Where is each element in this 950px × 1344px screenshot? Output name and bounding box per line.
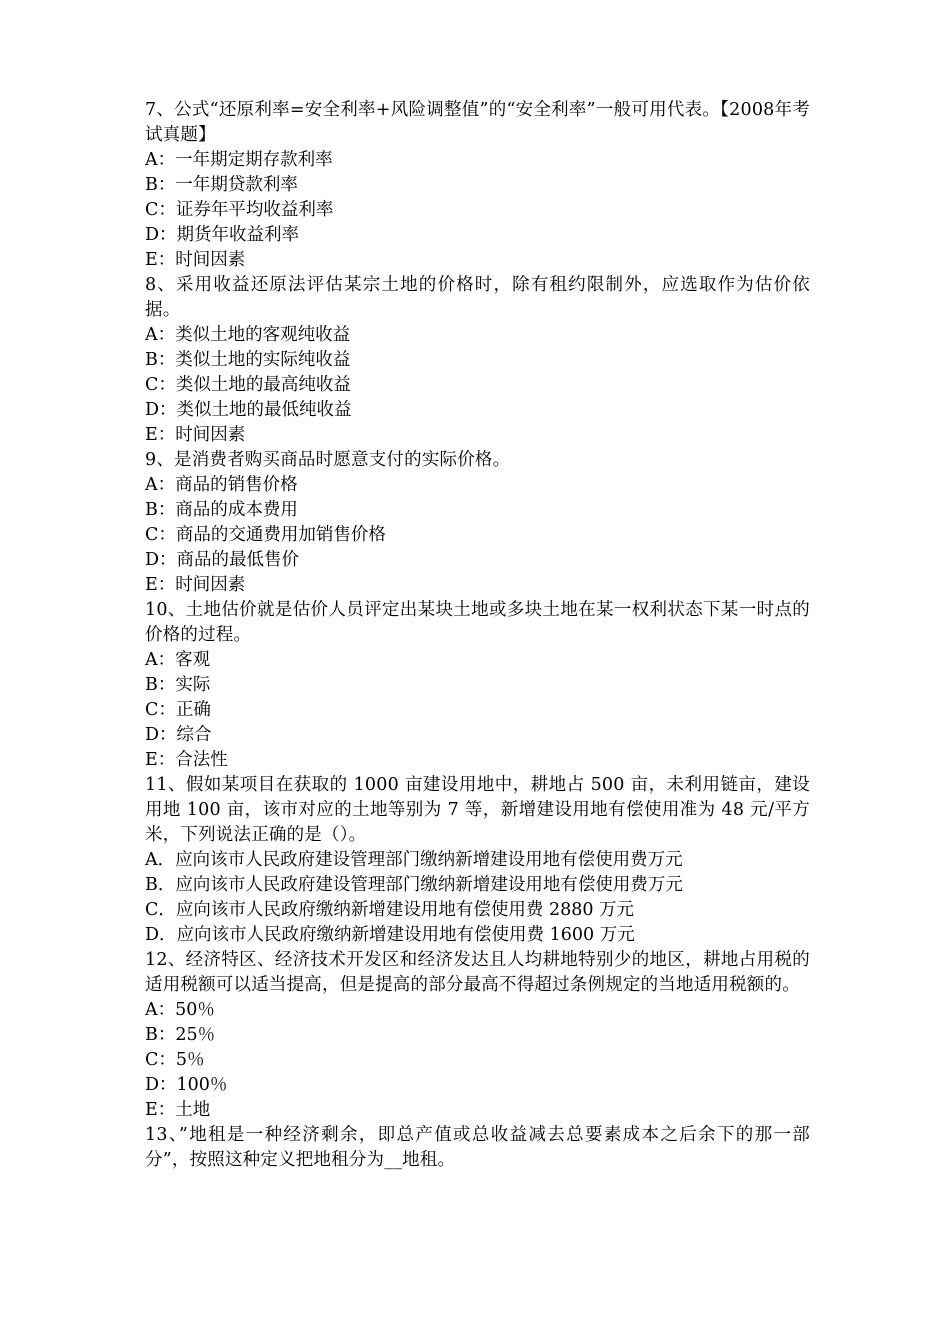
option-d: D：综合 bbox=[145, 725, 212, 745]
option-b: B：类似土地的实际纯收益 bbox=[145, 350, 351, 370]
question-11 bbox=[145, 773, 810, 948]
option-d: D：类似土地的最低纯收益 bbox=[145, 400, 352, 420]
question-text: 12、经济特区、经济技术开发区和经济发达且人均耕地特别少的地区，耕地占用税的适用税额可以适当提高，但是提高的部分最高不得超过条例规定的当地适用税额的。 bbox=[145, 950, 810, 995]
option-d: D：商品的最低售价 bbox=[145, 550, 300, 570]
option-a: A：一年期定期存款利率 bbox=[145, 150, 333, 170]
question-text: 9、是消费者购买商品时愿意支付的实际价格。 bbox=[145, 450, 511, 470]
document-page bbox=[145, 98, 810, 1173]
option-d: D：100％ bbox=[145, 1075, 228, 1095]
question-text: 13、”地租是一种经济剩余，即总产值或总收益减去总要素成本之后余下的那一部分”，按照这种定义把地租分为__地租。 bbox=[145, 1125, 810, 1170]
option-b: B．应向该市人民政府建设管理部门缴纳新增建设用地有偿使用费万元 bbox=[145, 875, 683, 895]
question-text: 11、假如某项目在获取的 1000 亩建设用地中，耕地占 500 亩，未利用链亩，建设用地 100 亩，该市对应的土地等别为 7 等，新增建设用地有偿使用准为 48 元/平方米，下列说法正确的是（）。 bbox=[145, 775, 810, 845]
question-text: 10、土地估价就是估价人员评定出某块土地或多块土地在某一权利状态下某一时点的价格的过程。 bbox=[145, 600, 810, 645]
option-a: A．应向该市人民政府建设管理部门缴纳新增建设用地有偿使用费万元 bbox=[145, 850, 683, 870]
question-9 bbox=[145, 448, 810, 598]
option-c: C．应向该市人民政府缴纳新增建设用地有偿使用费 2880 万元 bbox=[145, 900, 635, 920]
option-e: E：土地 bbox=[145, 1100, 211, 1120]
option-c: C：正确 bbox=[145, 700, 211, 720]
option-e: E：合法性 bbox=[145, 750, 228, 770]
option-d: D：期货年收益利率 bbox=[145, 225, 300, 245]
question-text: 7、公式“还原利率=安全利率+风险调整值”的“安全利率”一般可用代表。【2008年考试真题】 bbox=[145, 100, 810, 145]
option-e: E：时间因素 bbox=[145, 250, 246, 270]
option-a: A：客观 bbox=[145, 650, 211, 670]
option-a: A：商品的销售价格 bbox=[145, 475, 298, 495]
option-c: C：5％ bbox=[145, 1050, 205, 1070]
option-c: C：商品的交通费用加销售价格 bbox=[145, 525, 386, 545]
option-d: D．应向该市人民政府缴纳新增建设用地有偿使用费 1600 万元 bbox=[145, 925, 635, 945]
option-c: C：类似土地的最高纯收益 bbox=[145, 375, 351, 395]
option-e: E：时间因素 bbox=[145, 425, 246, 445]
question-13 bbox=[145, 1123, 810, 1173]
question-12 bbox=[145, 948, 810, 1123]
question-10 bbox=[145, 598, 810, 773]
option-e: E：时间因素 bbox=[145, 575, 246, 595]
option-b: B：商品的成本费用 bbox=[145, 500, 298, 520]
question-text: 8、采用收益还原法评估某宗土地的价格时，除有租约限制外，应选取作为估价依据。 bbox=[145, 275, 810, 320]
question-8 bbox=[145, 273, 810, 448]
question-7 bbox=[145, 98, 810, 273]
option-a: A：50％ bbox=[145, 1000, 215, 1020]
option-b: B：实际 bbox=[145, 675, 211, 695]
option-b: B：25％ bbox=[145, 1025, 216, 1045]
option-b: B：一年期贷款利率 bbox=[145, 175, 298, 195]
option-c: C：证券年平均收益利率 bbox=[145, 200, 334, 220]
option-a: A：类似土地的客观纯收益 bbox=[145, 325, 351, 345]
